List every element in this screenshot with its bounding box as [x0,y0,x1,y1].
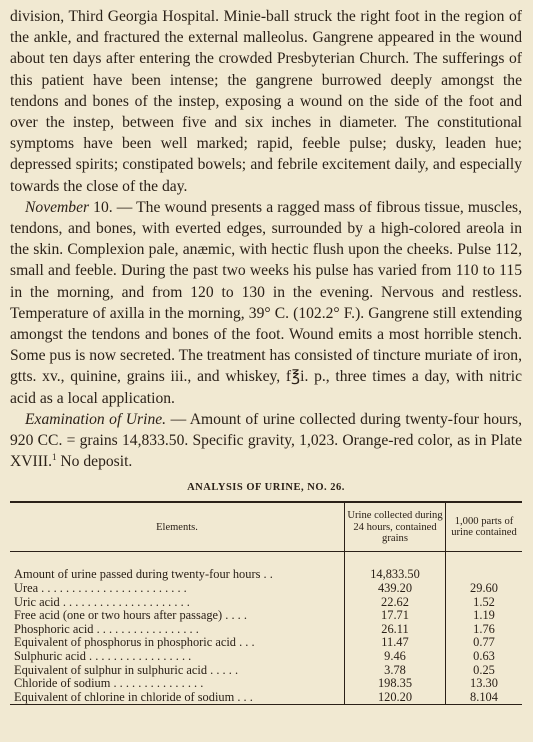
row-value-1000-parts: 0.63 [473,649,495,664]
row-value-1000-parts [446,568,523,582]
urine-analysis-table [10,501,522,705]
element-name-text: Equivalent of chlorine in chloride of sodium [14,690,235,704]
header-elements: Elements. [10,502,345,552]
leader-dots: . . . . . . . . . . . . . . . . . . . . . . . . [38,582,187,596]
header-1000-parts: 1,000 parts of urine contained [446,502,523,552]
table-row [10,596,522,610]
table-row [10,582,522,596]
element-name-text: Free acid (one or two hours after passage) [14,609,223,623]
element-name-text: Sulphuric acid [14,650,86,664]
row-value-24-hours: 198.35 [345,677,446,691]
row-element-name [10,650,345,664]
element-name-text: Uric acid [14,595,60,609]
row-element-name [10,691,345,705]
element-name-text: Equivalent of phosphorus in phosphoric acid [14,636,236,650]
row-value-1000-parts: 0.77 [473,635,495,650]
row-value-24-hours: 9.46 [345,650,446,664]
row-element-name [10,623,345,637]
urine-examination-paragraph [10,409,522,473]
leader-dots: . . . [235,636,255,650]
row-value-1000-parts: 29.60 [470,581,498,596]
leader-dots: . . . . . . . . . . . . . . . . . [85,650,192,664]
header-urine-24-hours: Urine collected during 24 hours, contained grains [345,502,446,552]
leader-dots: . . . . . . . . . . . . . . . [110,677,204,691]
urine-examination-text: — Amount of urine collected during twenty-four hours, 920 CC. = grains 14,833.50. Specific gravity, 1,023. Orange-red color, as in Plate XVIII. [10,410,522,471]
row-element-name [10,609,345,623]
date-label: November [25,198,90,216]
row-value-24-hours: 120.20 [345,691,446,705]
row-value-1000-parts: 13.30 [470,676,498,691]
row-value-1000-parts: 8.104 [470,689,498,704]
table-row [10,609,522,623]
examination-label: Examination of Urine. [25,410,167,428]
table-row [10,664,522,678]
row-value-24-hours: 14,833.50 [345,568,446,582]
table-row [10,650,522,664]
row-value-1000-parts: 1.19 [473,608,495,623]
case-paragraph-1: division, Third Georgia Hospital. Minie-ball struck the right foot in the region of the ankle, and fractured the external malleolus. Gangrene appeared in the wound about ten days after entering the crowded Presbyterian Church. The sufferings of this patient have been intense; the gangrene burrowed deeply amongst the tendons and bones of the instep, exposing a wound on the side of the foot and over the instep, between five and six inches in diameter. The constitutional symptoms have been well marked; rapid, feeble pulse; dusky, leaden hue; depressed spirits; constipated bowels; and febrile excitement daily, and especially towards the close of the day. [10,8,522,195]
row-value-24-hours: 439.20 [345,582,446,596]
case-paragraph-2 [10,197,522,409]
leader-dots: . . . . . . . . . . . . . . . . . [93,622,199,636]
row-value-24-hours: 22.62 [345,596,446,610]
row-value-1000-parts: 1.76 [473,621,495,636]
table-spacer-row [10,552,522,569]
footnote-marker: 1 [52,452,57,463]
element-name-text: Amount of urine passed during twenty-four hours [14,568,261,582]
row-value-24-hours: 11.47 [345,636,446,650]
leader-dots: . . . . . [207,663,239,677]
row-value-1000-parts: 1.52 [473,594,495,609]
row-element-name [10,596,345,610]
row-value-24-hours: 26.11 [345,623,446,637]
element-name-text: Equivalent of sulphur in sulphuric acid [14,663,208,677]
leader-dots: . . . . . . . . . . . . . . . . . . . . . [59,595,190,609]
element-name-text: Urea [14,582,39,596]
row-element-name [10,636,345,650]
element-name-text: Chloride of sodium [14,677,111,691]
element-name-text: Phosphoric acid [14,622,94,636]
table-row [10,691,522,705]
table-header-row [10,502,522,552]
leader-dots: . . [260,568,273,582]
leader-dots: . . . [234,690,253,704]
row-element-name [10,677,345,691]
leader-dots: . . . . [222,609,247,623]
table-row [10,636,522,650]
table-row [10,623,522,637]
row-element-name [10,582,345,596]
table-row [10,568,522,582]
row-element-name [10,568,345,582]
row-value-1000-parts: 0.25 [473,662,495,677]
table-row [10,677,522,691]
case-paragraph-2-text: 10. — The wound presents a ragged mass of fibrous tissue, muscles, tendons, and bones, with everted edges, surrounded by a high-colored areola in the skin. Complexion pale, anæmic, with hectic flush upon the cheeks. Pulse 112, small and feeble. During the past two weeks his pulse has varied from 110 to 115 in the morning, and from 120 to 130 in the evening. Nervous and restless. Temperature of axilla in the morning, 39° C. (102.2° F.). Gangrene still extending amongst the tendons and bones of the foot. Wound emits a most horrible stench. Some pus is now secreted. The treatment has consisted of tincture muriate of iron, gtts. xv., quinine, grains iii., and whiskey, f℥i. p., three times a day, with nitric acid as a local application. [10,198,523,407]
document-page [10,6,522,705]
row-value-24-hours: 17.71 [345,609,446,623]
table-title: ANALYSIS OF URINE, NO. 26. [187,482,345,494]
urine-examination-tail: No deposit. [56,453,133,471]
row-element-name [10,664,345,678]
row-value-24-hours: 3.78 [345,664,446,678]
